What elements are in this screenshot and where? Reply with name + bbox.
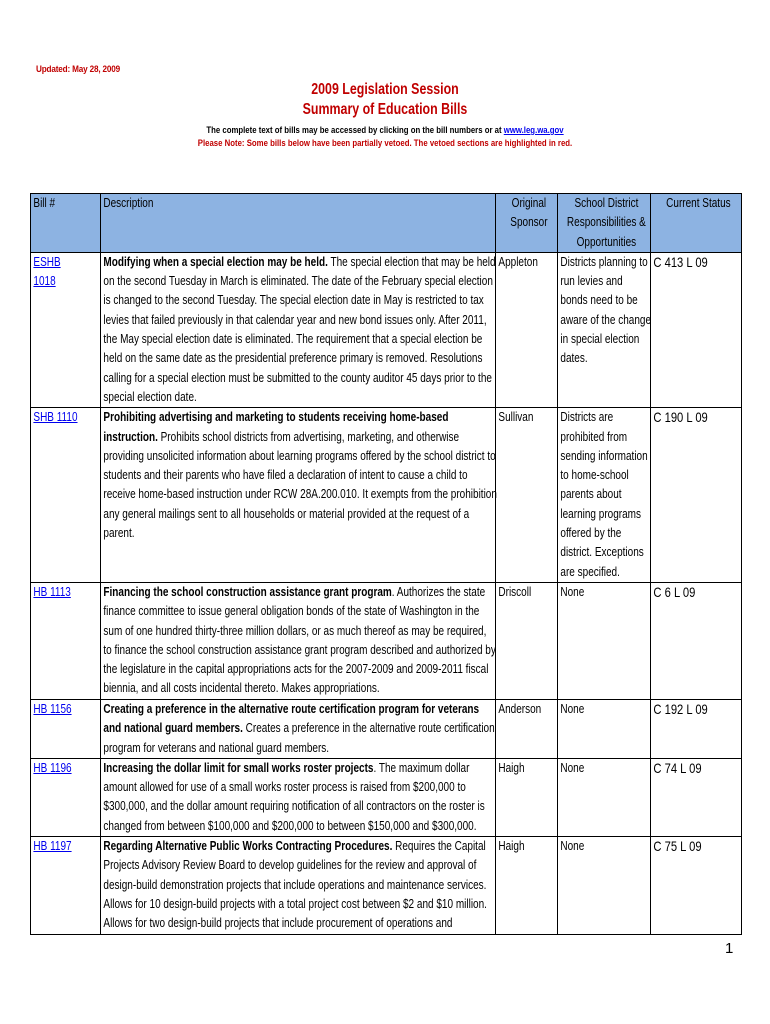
bill-text: Creates a preference in the alternative route certification program for veterans and national guard members. bbox=[103, 721, 495, 755]
bill-sponsor: Driscoll bbox=[498, 584, 532, 599]
bill-responsibilities: Districts planning to run levies and bonds need to be aware of the change in special election dates. bbox=[560, 254, 652, 366]
bill-status: C 6 L 09 bbox=[653, 583, 696, 600]
header-bill-label: Bill # bbox=[33, 196, 56, 210]
bill-title: Modifying when a special election may be held. bbox=[103, 254, 328, 269]
bill-link-shb-1110[interactable]: SHB 1110 bbox=[33, 410, 78, 425]
bill-description bbox=[101, 408, 500, 543]
bill-link-hb-1197[interactable]: HB 1197 bbox=[33, 839, 72, 854]
bill-status: C 74 L 09 bbox=[653, 759, 702, 776]
bill-title: Prohibiting advertising and marketing to students receiving home-based instruction. bbox=[103, 410, 449, 444]
header-status bbox=[651, 194, 742, 253]
access-note bbox=[69, 124, 700, 137]
bill-description bbox=[101, 583, 500, 699]
bill-sponsor: Haigh bbox=[498, 839, 525, 854]
leg-wa-gov-link[interactable]: www.leg.wa.gov bbox=[503, 125, 564, 136]
bill-link-hb-1113[interactable]: HB 1113 bbox=[33, 584, 71, 599]
bill-title: Regarding Alternative Public Works Contracting Procedures. bbox=[103, 839, 393, 854]
bill-text: . The maximum dollar amount allowed for use of a small works roster process is raised from $200,000 to $300,000, and the dollar amount requiring notification of all contractors on the roster is changed from between $100,000 and $200,000 to between $150,000 and $300,000. bbox=[103, 760, 485, 833]
bill-description bbox=[101, 700, 500, 758]
updated-date: Updated: May 28, 2009 bbox=[36, 64, 121, 75]
veto-note: Please Note: Some bills below have been partially vetoed. The vetoed sections are highlighted in red. bbox=[197, 138, 573, 149]
bill-link-hb-1156[interactable]: HB 1156 bbox=[33, 701, 72, 716]
bill-responsibilities: Districts are prohibited from sending information to home-school parents about learning programs offered by the district. Exceptions are specified. bbox=[560, 410, 648, 579]
bill-text: Prohibits school districts from advertising, marketing, and otherwise providing unsolicited information about learning programs offered by the school district to students and their parents who have filed a declaration of intent to cause a child to receive home-based instruction under RCW 28A.200.010. It exempts from the prohibition any general mailings sent to all households or material provided at the request of a parent. bbox=[103, 429, 497, 541]
bills-table bbox=[30, 193, 742, 935]
table-header-row bbox=[31, 194, 742, 253]
bill-text: Requires the Capital Projects Advisory Review Board to develop guidelines for the review and approval of design-build demonstration projects that include operations and maintenance services. Allows for 10 design-build projects with a total project cost between $2 and $10 million. Allows for two design-build projects that include procurement of operations and bbox=[103, 839, 487, 931]
bill-responsibilities: None bbox=[560, 760, 585, 775]
table-row bbox=[31, 582, 742, 699]
bill-status: C 413 L 09 bbox=[653, 253, 708, 270]
title-block bbox=[0, 80, 770, 150]
table-row bbox=[31, 758, 742, 836]
bill-title: Financing the school construction assistance grant program bbox=[103, 584, 392, 599]
bill-sponsor: Anderson bbox=[498, 701, 542, 716]
header-status-label: Current Status bbox=[666, 196, 731, 210]
bill-description bbox=[101, 759, 500, 836]
header-responsibilities-label: School District Responsibilities & Opportunities bbox=[566, 196, 646, 249]
bill-link-eshb-1018[interactable]: ESHB 1018 bbox=[33, 254, 61, 289]
header-responsibilities bbox=[558, 194, 651, 253]
bill-status: C 192 L 09 bbox=[653, 700, 708, 717]
bill-status: C 190 L 09 bbox=[653, 409, 708, 426]
document-subtitle: Summary of Education Bills bbox=[302, 101, 468, 118]
table-row bbox=[31, 837, 742, 934]
bill-title: Increasing the dollar limit for small works roster projects bbox=[103, 760, 374, 775]
header-sponsor bbox=[496, 194, 558, 253]
bill-responsibilities: None bbox=[560, 584, 585, 599]
table-row bbox=[31, 252, 742, 407]
table-row bbox=[31, 408, 742, 583]
document-title: 2009 Legislation Session bbox=[311, 81, 459, 98]
bill-sponsor: Appleton bbox=[498, 254, 538, 269]
bill-responsibilities: None bbox=[560, 839, 585, 854]
header-bill bbox=[31, 194, 101, 253]
bill-responsibilities: None bbox=[560, 701, 585, 716]
page-number: 1 bbox=[725, 940, 734, 957]
header-description bbox=[101, 194, 496, 253]
bill-link-hb-1196[interactable]: HB 1196 bbox=[33, 760, 72, 775]
bill-text: . Authorizes the state finance committee to issue general obligation bonds of the state of Washington in the sum of one hundred thirty-three million dollars, or as much thereof as may be required, to finance the school construction assistance grant program described and authorized by the legislature in the capital appropriations acts for the 2007-2009 and 2009-2011 fiscal biennia, and all costs incidental thereto. Makes appropriations. bbox=[103, 584, 496, 696]
header-description-label: Description bbox=[103, 196, 154, 210]
bill-sponsor: Haigh bbox=[498, 760, 525, 775]
bill-description bbox=[101, 837, 500, 933]
table-row bbox=[31, 699, 742, 758]
access-note-text: The complete text of bills may be accessed by clicking on the bill numbers or at bbox=[206, 125, 504, 136]
bill-status: C 75 L 09 bbox=[653, 838, 702, 855]
bill-text: The special election that may be held on the second Tuesday in March is eliminated. The date of the February special election is changed to the second Tuesday. The special election date in May is restricted to tax levies that failed previously in that calendar year and new bond issues only. After 2011, the May special election date is eliminated. The requirement that a special election be held on the same date as the presidential preference primary is removed. Resolutions calling for a special election must be submitted to the county auditor 45 days prior to the special election date. bbox=[103, 254, 496, 404]
bill-title: Creating a preference in the alternative route certification program for veterans and national guard members. bbox=[103, 701, 480, 736]
bill-description bbox=[101, 253, 500, 407]
bill-sponsor: Sullivan bbox=[498, 410, 534, 425]
header-sponsor-label: Original Sponsor bbox=[510, 196, 548, 230]
